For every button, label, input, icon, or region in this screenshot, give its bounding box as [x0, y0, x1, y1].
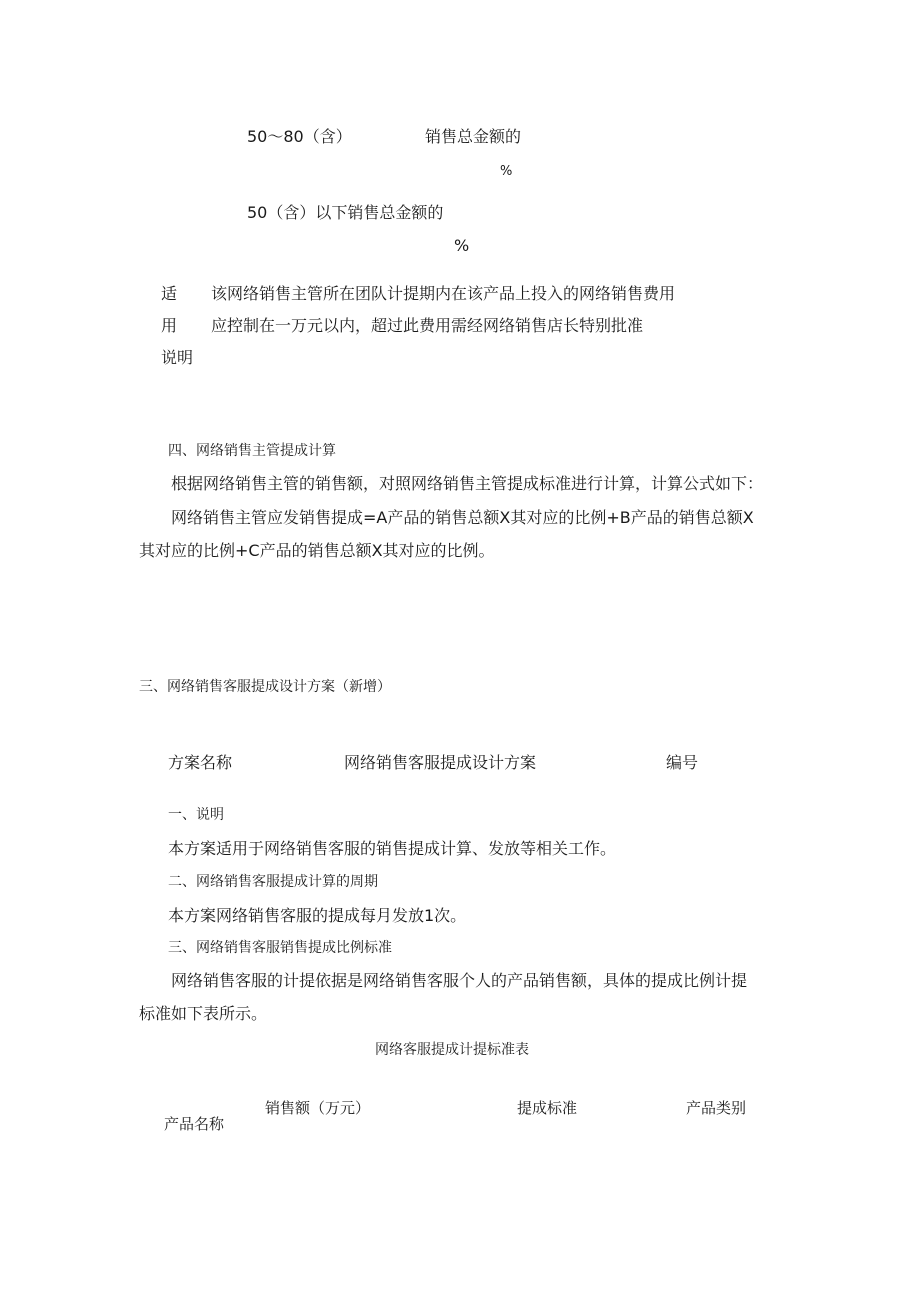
- section4-para1: 根据网络销售主管的销售额，对照网络销售主管提成标准进行计算，计算公式如下：: [171, 474, 764, 493]
- plan-number-label: 编号: [666, 753, 699, 772]
- part3-s1-text: 本方案适用于网络销售客服的销售提成计算、发放等相关工作。: [168, 839, 617, 858]
- section4-formula-line2: 其对应的比例+C产品的销售总额X其对应的比例。: [139, 541, 495, 560]
- plan-name-value: 网络销售客服提成设计方案: [344, 753, 537, 772]
- applicability-label-1: 适: [161, 284, 178, 303]
- tier-percent-1: %: [500, 164, 513, 179]
- part3-s3-text-line2: 标准如下表所示。: [139, 1004, 268, 1023]
- applicability-line-2: 应控制在一万元以内，超过此费用需经网络销售店长特别批准: [211, 316, 644, 335]
- table-header-product: 产品名称: [164, 1115, 225, 1133]
- table-header-standard: 提成标准: [517, 1099, 578, 1117]
- part3-s1-heading: 一、说明: [168, 807, 224, 823]
- part3-s2-heading: 二、网络销售客服提成计算的周期: [168, 874, 378, 890]
- tier-range-2: 50（含）以下销售总金额的: [247, 203, 444, 222]
- section4-formula-line1: 网络销售主管应发销售提成=A产品的销售总额X其对应的比例+B产品的销售总额X: [171, 508, 754, 527]
- part3-heading: 三、网络销售客服提成设计方案（新增）: [139, 679, 391, 695]
- applicability-line-1: 该网络销售主管所在团队计提期内在该产品上投入的网络销售费用: [211, 284, 676, 303]
- applicability-label-2: 用: [161, 316, 178, 335]
- section4-heading: 四、网络销售主管提成计算: [168, 443, 336, 459]
- tier-range-1: 50～80（含）: [247, 127, 352, 146]
- tier-rate-label-1: 销售总金额的: [425, 127, 522, 146]
- table-header-sales: 销售额（万元）: [265, 1099, 371, 1117]
- tier-percent-2: %: [454, 236, 470, 255]
- plan-name-label: 方案名称: [168, 753, 233, 772]
- part3-s3-heading: 三、网络销售客服销售提成比例标准: [168, 940, 392, 956]
- applicability-label-3: 说明: [161, 348, 194, 367]
- table-header-category: 产品类别: [686, 1099, 747, 1117]
- table-title: 网络客服提成计提标准表: [375, 1042, 529, 1058]
- part3-s2-text: 本方案网络销售客服的提成每月发放1次。: [168, 906, 467, 925]
- part3-s3-text-line1: 网络销售客服的计提依据是网络销售客服个人的产品销售额，具体的提成比例计提: [171, 971, 748, 990]
